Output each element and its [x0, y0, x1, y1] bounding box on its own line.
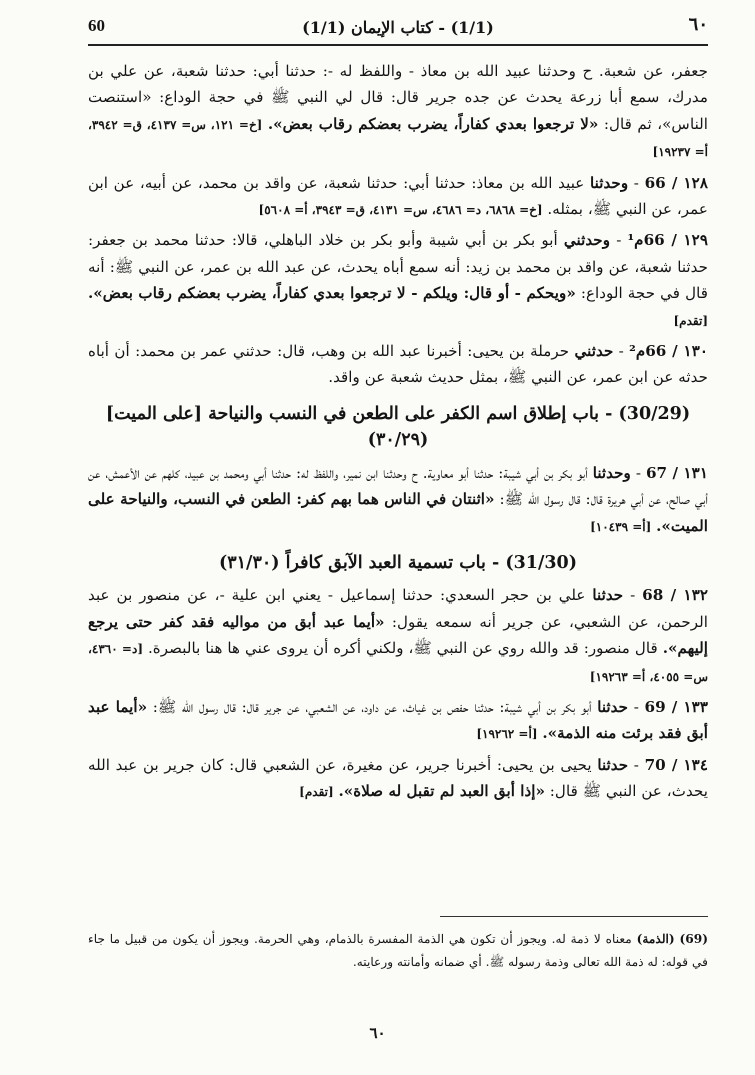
hadith-tag: وحدثنا: [590, 173, 629, 192]
page-number-latin: 60: [88, 16, 105, 35]
running-title: (1/1) - كتاب الإيمان (1/1): [302, 18, 494, 37]
hadith-reference: [أ= ١٠٤٣٩]: [590, 519, 652, 534]
chapter-heading: (31/30) - باب تسمية العبد الآبق كافراً (٣١/٣٠): [218, 552, 578, 573]
hadith-reference: [خ= ١٢١، س= ٤١٣٧، ق= ٣٩٤٢، أ= ١٩٢٣٧]: [88, 117, 708, 160]
hadith-tag: وحدثنا: [592, 463, 631, 482]
footnote-divider: [440, 916, 708, 917]
hadith-isnad: علي بن حجر السعدي: حدثنا إسماعيل - يعني ابن علية -، عن منصور بن عبد الرحمن، عن الشعبي، عن جرير أنه سمعه يقول:: [88, 586, 708, 631]
hadith-number: ١٣١ / 67: [645, 463, 708, 482]
hadith-number: ١٣٣ / 69: [644, 697, 708, 716]
hadith-matn: «إذا أبق العبد لم تقبل له صلاة».: [338, 782, 545, 801]
hadith-number: ١٢٨ / 66: [644, 173, 708, 192]
hadith-132: ١٣٢ / 68 - حدثنا علي بن حجر السعدي: حدثنا إسماعيل - يعني ابن علية -، عن منصور بن عبد الرحمن، عن الشعبي، عن جرير أنه سمعه يقول: «أيما عبد أبق من مواليه فقد كفر حتى يرجع إليهم». قال منصور: قد والله روي عن النبي ﷺ، ولكني أكره أن يروى عني ها هنا بالبصرة. [د= ٤٣٦٠، س= ٤٠٥٥، أ= ١٩٢٦٣]: [88, 586, 709, 684]
page-header: [88, 12, 708, 46]
hadith-reference: [د= ٤٣٦٠، س= ٤٠٥٥، أ= ١٩٢٦٣]: [88, 642, 708, 684]
hadith-130: ١٣٠ / 66م² - حدثني حرملة بن يحيى: أخبرنا عبد الله بن وهب، قال: حدثني عمر بن محمد: أن أباه حدثه عن ابن عمر، عن النبي ﷺ، بمثل حديث شعبة عن واقد.: [88, 342, 709, 387]
hadith-isnad: يحيى بن يحيى: أخبرنا جرير، عن مغيرة، عن الشعبي قال: كان جرير بن عبد الله يحدث، عن النبي ﷺ قال:: [88, 755, 708, 801]
hadith-reference: [تقدم]: [673, 313, 708, 328]
hadith-133: ١٣٣ / 69 - حدثنا أبو بكر بن أبي شيبة: حدثنا حفص بن غياث، عن داود، عن الشعبي، عن جرير قال: قال رسول الله ﷺ: «أيما عبد أبق فقد برئت منه الذمة». [أ= ١٩٢٦٢]: [88, 697, 708, 743]
hadith-131: ١٣١ / 67 - وحدثنا أبو بكر بن أبي شيبة: حدثنا أبو معاوية. ح وحدثنا ابن نمير، واللفظ له: حدثنا أبي ومحمد بن عبيد، كلهم عن الأعمش، عن أبي صالح، عن أبي هريرة قال: قال رسول الله ﷺ: «اثنتان في الناس هما بهم كفر: الطعن في النسب، والنياحة على الميت». [أ= ١٠٤٣٩]: [88, 463, 708, 535]
hadith-isnad: أبو بكر بن أبي شيبة وأبو بكر بن خلاد الباهلي، قالا: حدثنا محمد بن جعفر: حدثنا شعبة، عن واقد بن محمد بن زيد: أنه سمع أباه يحدث، عن عبد الله بن عمر، عن النبي ﷺ: أنه قال في حجة الوداع:: [88, 231, 708, 303]
hadith-tag: حدثنا: [592, 586, 624, 605]
hadith-matn: «لا ترجعوا بعدي كفاراً، يضرب بعضكم رقاب بعض».: [267, 114, 599, 133]
chapter-heading: (30/29) - باب إطلاق اسم الكفر على الطعن في النسب والنياحة [على الميت] (٣٠/٢٩): [105, 403, 691, 451]
hadith-tag: حدثنا: [597, 755, 629, 774]
hadith-129: ١٢٩ / 66م¹ - وحدثني أبو بكر بن أبي شيبة وأبو بكر بن خلاد الباهلي، قالا: حدثنا محمد بن جعفر: حدثنا شعبة، عن واقد بن محمد بن زيد: أنه سمع أباه يحدث، عن عبد الله بن عمر، عن النبي ﷺ: أنه قال في حجة الوداع: «ويحكم - أو قال: ويلكم - لا ترجعوا بعدي كفاراً، يضرب بعضكم رقاب بعض». [تقدم]: [88, 231, 708, 328]
hadith-continuation: [88, 58, 708, 166]
footnotes: [88, 928, 708, 974]
hadith-reference: [أ= ١٩٢٦٢]: [476, 727, 538, 742]
hadith-number: ١٣٢ / 68: [642, 586, 709, 605]
hadith-number: ١٣٤ / 70: [644, 755, 708, 774]
footnote-text: معناه لا ذمة له. ويجوز أن تكون هي الذمة المفسرة بالذمام، وهي الحرمة. ويجوز أن يكون من قبيل ما جاء في قوله: له ذمة الله تعالى وذمة رسوله ﷺ. أي ضمانه وأمانته ورعايته.: [88, 932, 708, 969]
footer-page-number: ٦٠: [369, 1024, 386, 1042]
hadith-tag: حدثني: [574, 342, 614, 361]
main-text: [88, 58, 708, 810]
hadith-matn: «أيما عبد أبق من مواليه فقد كفر حتى يرجع إليهم».: [88, 612, 709, 658]
hadith-number: ١٣٠ / 66م²: [629, 342, 709, 361]
hadith-number: ١٢٩ / 66م¹: [627, 231, 708, 250]
hadith-isnad: جعفر، عن شعبة. ح وحدثنا عبيد الله بن معاذ - واللفظ له -: حدثنا أبي: حدثنا شعبة، عن علي بن مدرك، سمع أبا زرعة يحدث عن جده جرير قال: قال لي النبي ﷺ في حجة الوداع: «استنصت الناس»، ثم قال:: [88, 62, 709, 133]
hadith-matn: «أيما عبد أبق فقد برئت منه الذمة».: [88, 697, 708, 743]
hadith-matn: «اثنتان في الناس هما بهم كفر: الطعن في النسب، والنياحة على الميت».: [88, 490, 708, 535]
hadith-tag: حدثنا: [597, 697, 629, 716]
footnote-number: (69): [679, 932, 709, 946]
hadith-isnad: عبيد الله بن معاذ: حدثنا أبي: حدثنا شعبة، عن واقد بن محمد، عن أبيه، عن ابن عمر، عن النبي ﷺ، بمثله.: [88, 173, 708, 219]
hadith-tag: وحدثني: [563, 231, 611, 250]
hadith-reference: [تقدم]: [299, 785, 334, 800]
hadith-matn: «ويحكم - أو قال: ويلكم - لا ترجعوا بعدي كفاراً، يضرب بعضكم رقاب بعض».: [88, 284, 576, 303]
hadith-134: ١٣٤ / 70 - حدثنا يحيى بن يحيى: أخبرنا جرير، عن مغيرة، عن الشعبي قال: كان جرير بن عبد الله يحدث، عن النبي ﷺ قال: «إذا أبق العبد لم تقبل له صلاة». [تقدم]: [88, 755, 708, 801]
hadith-isnad: أبو بكر بن أبي شيبة: حدثنا حفص بن غياث، عن داود، عن الشعبي، عن جرير قال: قال رسول الله ﷺ:: [147, 697, 592, 716]
hadith-isnad: حرملة بن يحيى: أخبرنا عبد الله بن وهب، قال: حدثني عمر بن محمد: أن أباه حدثه عن ابن عمر، عن النبي ﷺ، بمثل حديث شعبة عن واقد.: [88, 342, 708, 387]
hadith-tail: قال منصور: قد والله روي عن النبي ﷺ، ولكني أكره أن يروى عني ها هنا بالبصرة.: [147, 639, 663, 658]
page-number-arabic: ٦٠: [688, 14, 708, 35]
hadith-reference: [خ= ٦٨٦٨، د= ٤٦٨٦، س= ٤١٣١، ق= ٣٩٤٣، أ= ٥٦٠٨]: [258, 203, 543, 218]
hadith-isnad: أبو بكر بن أبي شيبة: حدثنا أبو معاوية. ح وحدثنا ابن نمير، واللفظ له: حدثنا أبي ومحمد بن عبيد، كلهم عن الأعمش، عن أبي صالح، عن أبي هريرة قال: قال رسول الله ﷺ:: [88, 463, 708, 509]
hadith-128: ١٢٨ / 66 - وحدثنا عبيد الله بن معاذ: حدثنا أبي: حدثنا شعبة، عن واقد بن محمد، عن أبيه، عن ابن عمر، عن النبي ﷺ، بمثله. [خ= ٦٨٦٨، د= ٤٦٨٦، س= ٤١٣١، ق= ٣٩٤٣، أ= ٥٦٠٨]: [88, 173, 708, 219]
footnote-term: (الذمة): [636, 932, 675, 946]
